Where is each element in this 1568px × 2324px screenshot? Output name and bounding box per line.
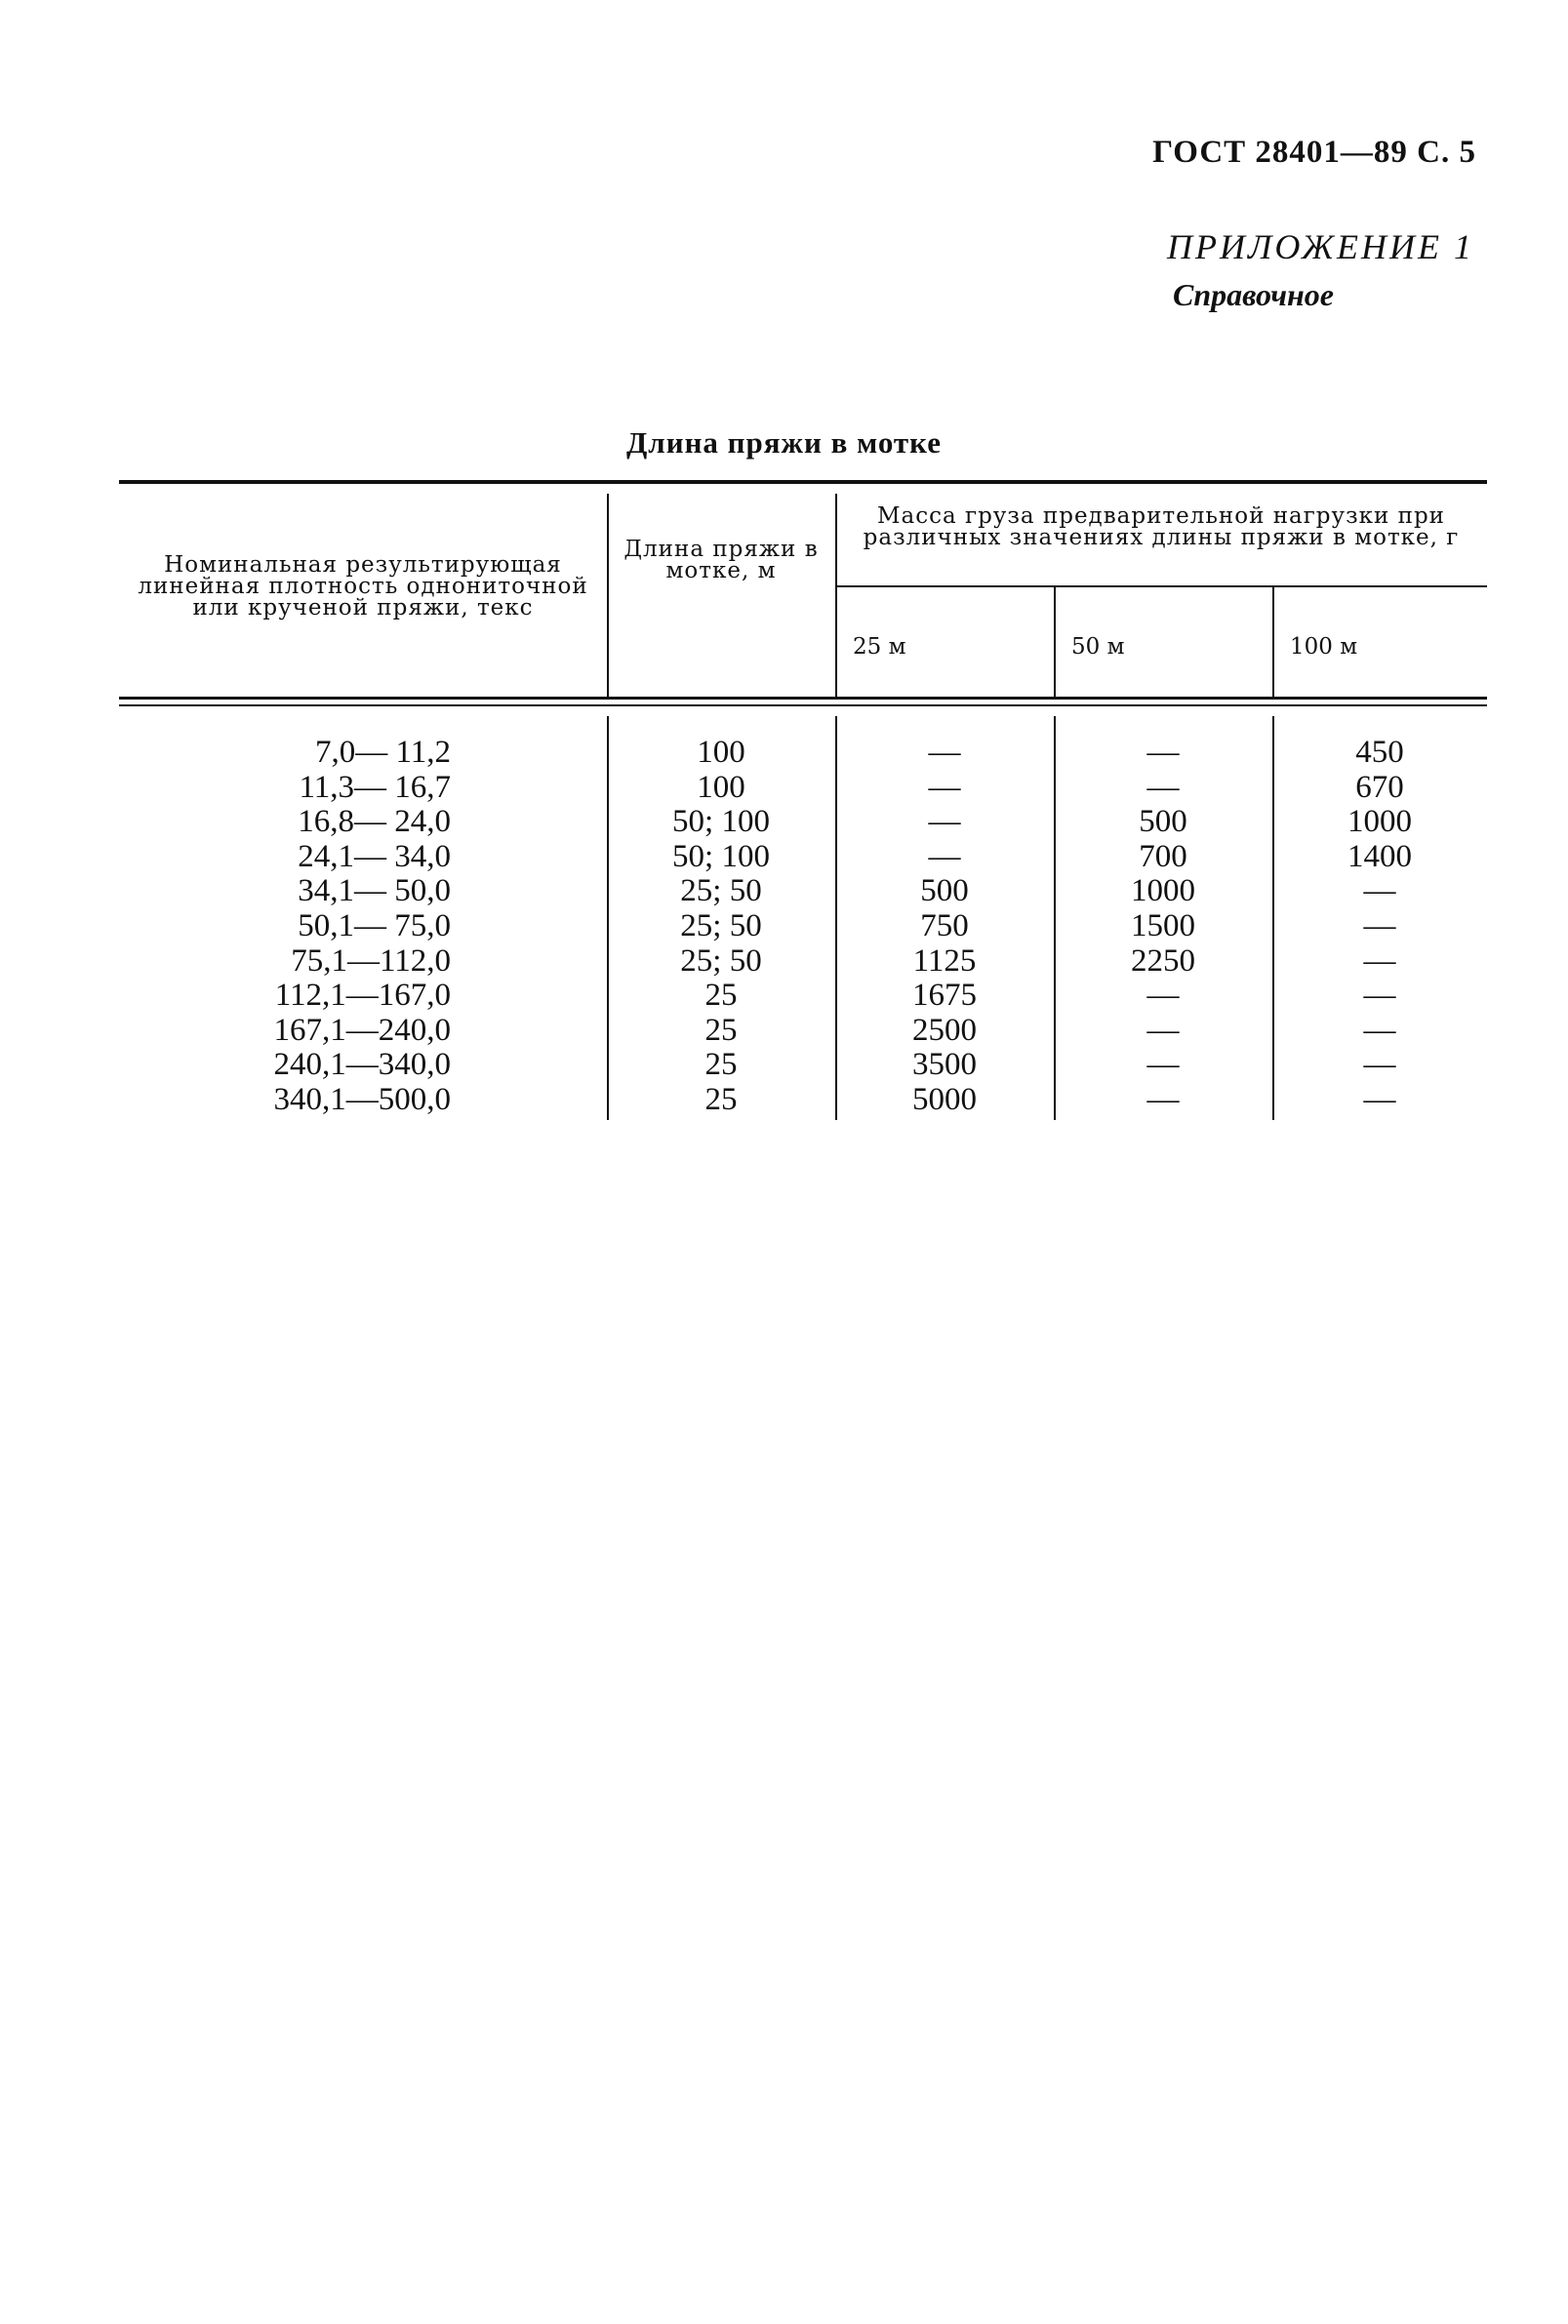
cell-density: 112,1—167,0 [274, 978, 451, 1014]
header-bottom-rule [119, 697, 1487, 700]
table-row [119, 1083, 1487, 1118]
table-body [119, 736, 1487, 1118]
cell-mass-50m: 700 [1139, 838, 1187, 874]
cell-mass-25m: — [928, 838, 961, 874]
cell-mass-25m: 5000 [912, 1081, 977, 1117]
header-density: Номинальная результирующая линейная плотность однониточной или крученой пряжи, текс [138, 552, 588, 621]
table-row [119, 805, 1487, 840]
cell-mass-50m: 500 [1139, 804, 1187, 840]
cell-mass-50m: — [1146, 1047, 1180, 1083]
cell-mass-100m: — [1363, 1012, 1396, 1048]
cell-mass-25m: 500 [920, 873, 969, 909]
cell-length: 50; 100 [672, 838, 770, 874]
cell-density: 7,0— 11,2 [314, 735, 451, 770]
cell-mass-100m: 670 [1355, 769, 1404, 805]
cell-length: 25; 50 [680, 907, 762, 943]
table-row [119, 979, 1487, 1014]
cell-mass-50m: 1500 [1131, 907, 1195, 943]
yarn-length-table [119, 480, 1487, 1124]
cell-mass-50m: — [1146, 735, 1180, 770]
subheader-50m: 50 м [1071, 634, 1125, 660]
header-load-mass: Масса груза предварительной нагрузки при различных значениях длины пряжи в мотке, г [863, 503, 1460, 550]
cell-density: 240,1—340,0 [273, 1047, 451, 1083]
cell-mass-50m: — [1146, 978, 1180, 1014]
cell-mass-100m: — [1363, 873, 1396, 909]
cell-density: 75,1—112,0 [291, 942, 451, 979]
table-row [119, 840, 1487, 875]
cell-length: 25; 50 [680, 873, 762, 909]
standard-reference: ГОСТ 28401—89 С. 5 [1152, 135, 1476, 170]
cell-mass-25m: 3500 [912, 1047, 977, 1083]
cell-length: 25 [704, 1081, 738, 1117]
cell-mass-50m: — [1146, 769, 1180, 805]
col-divider-3-head [1054, 587, 1056, 699]
cell-density: 24,1— 34,0 [298, 838, 451, 874]
cell-mass-100m: — [1363, 942, 1396, 979]
appendix-title: ПРИЛОЖЕНИЕ 1 [1167, 227, 1474, 266]
cell-mass-100m: 1400 [1347, 838, 1412, 874]
table-row [119, 1048, 1487, 1083]
subheader-100m: 100 м [1290, 634, 1358, 660]
table-row [119, 1014, 1487, 1049]
table-title: Длина пряжи в мотке [625, 425, 943, 460]
cell-density: 167,1—240,0 [273, 1012, 451, 1048]
cell-density: 340,1—500,0 [273, 1081, 451, 1117]
subheader-rule [835, 585, 1487, 587]
cell-mass-50m: 1000 [1131, 873, 1195, 909]
cell-mass-100m: — [1363, 978, 1396, 1014]
table-row [119, 736, 1487, 771]
cell-mass-25m: 750 [920, 907, 969, 943]
cell-length: 25 [704, 978, 738, 1014]
table-row [119, 909, 1487, 944]
table-top-rule [119, 480, 1487, 484]
cell-mass-100m: 450 [1355, 735, 1404, 770]
cell-length: 100 [697, 769, 745, 805]
table-row [119, 944, 1487, 980]
cell-length: 25; 50 [680, 942, 762, 979]
table-row [119, 771, 1487, 806]
cell-mass-25m: 1125 [912, 942, 977, 979]
appendix-type: Справочное [1173, 277, 1334, 312]
cell-density: 11,3— 16,7 [299, 769, 451, 805]
cell-mass-25m: — [928, 735, 961, 770]
cell-mass-25m: 2500 [912, 1012, 977, 1048]
cell-mass-25m: 1675 [912, 978, 977, 1014]
cell-length: 25 [704, 1047, 738, 1083]
header-bottom-rule-2 [119, 704, 1487, 706]
cell-mass-25m: — [928, 769, 961, 805]
cell-mass-100m: — [1363, 1047, 1396, 1083]
cell-density: 50,1— 75,0 [298, 907, 451, 943]
header-length: Длина пряжи в мотке, м [623, 537, 819, 583]
cell-mass-25m: — [928, 804, 961, 840]
cell-mass-50m: 2250 [1131, 942, 1195, 979]
col-divider-4-head [1272, 587, 1274, 699]
cell-mass-100m: 1000 [1347, 804, 1412, 840]
subheader-25m: 25 м [853, 634, 906, 660]
cell-mass-100m: — [1363, 907, 1396, 943]
cell-length: 25 [704, 1012, 738, 1048]
cell-length: 50; 100 [672, 804, 770, 840]
table-row [119, 874, 1487, 909]
cell-density: 34,1— 50,0 [298, 873, 451, 909]
cell-density: 16,8— 24,0 [298, 804, 451, 840]
cell-mass-50m: — [1146, 1012, 1180, 1048]
cell-mass-100m: — [1363, 1081, 1396, 1117]
col-divider-1-head [607, 494, 609, 699]
cell-mass-50m: — [1146, 1081, 1180, 1117]
cell-length: 100 [697, 735, 745, 770]
